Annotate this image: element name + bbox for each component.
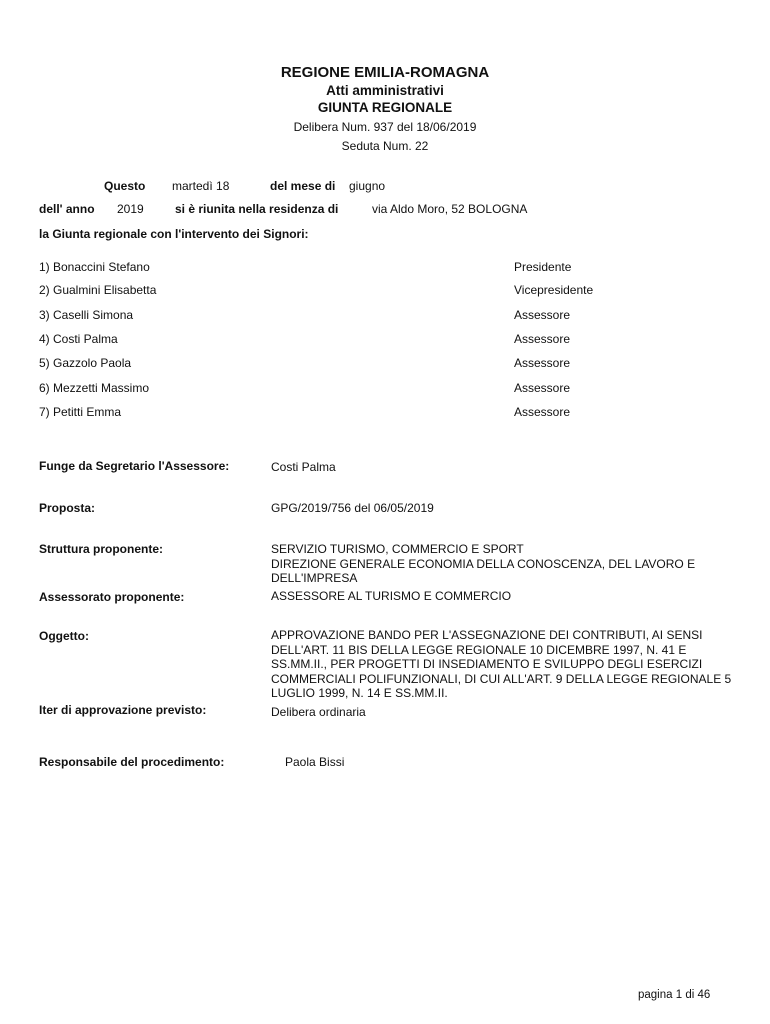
questo-label: Questo xyxy=(104,179,146,193)
member-name: 1) Bonaccini Stefano xyxy=(39,260,150,274)
page-number: pagina 1 di 46 xyxy=(638,989,711,1001)
assessorato-value: ASSESSORE AL TURISMO E COMMERCIO xyxy=(271,589,512,603)
member-name: 4) Costi Palma xyxy=(39,332,118,346)
member-role: Vicepresidente xyxy=(514,283,594,297)
seduta-number: Seduta Num. 22 xyxy=(341,139,429,153)
proposta-value: GPG/2019/756 del 06/05/2019 xyxy=(271,501,434,515)
member-role: Assessore xyxy=(514,332,571,346)
member-name: 3) Caselli Simona xyxy=(39,308,134,322)
member-role: Assessore xyxy=(514,381,571,395)
oggetto-label: Oggetto: xyxy=(39,629,89,643)
struttura-value: SERVIZIO TURISMO, COMMERCIO E SPORT DIREZIONE GENERALE ECONOMIA DELLA CONOSCENZA, DEL LAVORO E DELL'IMPRESA xyxy=(271,542,696,585)
member-name: 2) Gualmini Elisabetta xyxy=(39,283,157,297)
iter-value: Delibera ordinaria xyxy=(271,705,366,719)
member-role: Presidente xyxy=(514,260,572,274)
month-label: del mese di xyxy=(270,179,336,193)
session-day: martedì 18 xyxy=(172,179,230,193)
delibera-number: Delibera Num. 937 del 18/06/2019 xyxy=(293,120,477,134)
region-title: REGIONE EMILIA-ROMAGNA xyxy=(280,64,490,81)
member-role: Assessore xyxy=(514,405,571,419)
session-month: giugno xyxy=(349,179,386,193)
member-role: Assessore xyxy=(514,356,571,370)
struttura-label: Struttura proponente: xyxy=(39,542,163,556)
member-name: 5) Gazzolo Paola xyxy=(39,356,132,370)
acts-subtitle: Atti amministrativi xyxy=(326,83,444,98)
responsabile-label: Responsabile del procedimento: xyxy=(39,755,225,769)
responsabile-value: Paola Bissi xyxy=(285,755,345,769)
session-venue: via Aldo Moro, 52 BOLOGNA xyxy=(372,202,528,216)
session-year: 2019 xyxy=(117,202,144,216)
proposta-label: Proposta: xyxy=(39,501,96,515)
year-label: dell' anno xyxy=(39,202,95,216)
oggetto-value: APPROVAZIONE BANDO PER L'ASSEGNAZIONE DEI CONTRIBUTI, AI SENSI DELL'ART. 11 BIS DELLA LEGGE REGIONALE 10 DICEMBRE 1997, N. 41 E SS.MM.II., PER PROGETTI DI INSEDIAMENTO E SVILUPPO DEGLI ESERCIZI COMMERCIALI POLIFUNZIONALI, DI CUI ALL'ART. 9 DELLA LEGGE REGIONALE 5 LUGLIO 1999, N. 14 E SS.MM.II. xyxy=(271,628,732,700)
assessorato-label: Assessorato proponente: xyxy=(39,590,185,604)
member-name: 6) Mezzetti Massimo xyxy=(39,381,150,395)
member-role: Assessore xyxy=(514,308,571,322)
iter-label: Iter di approvazione previsto: xyxy=(39,703,207,717)
segretario-label: Funge da Segretario l'Assessore: xyxy=(39,459,230,473)
body-title: GIUNTA REGIONALE xyxy=(317,100,453,115)
venue-label: si è riunita nella residenza di xyxy=(175,202,339,216)
intro-text: la Giunta regionale con l'intervento dei Signori: xyxy=(39,227,309,241)
segretario-value: Costi Palma xyxy=(271,460,336,474)
member-name: 7) Petitti Emma xyxy=(39,405,122,419)
